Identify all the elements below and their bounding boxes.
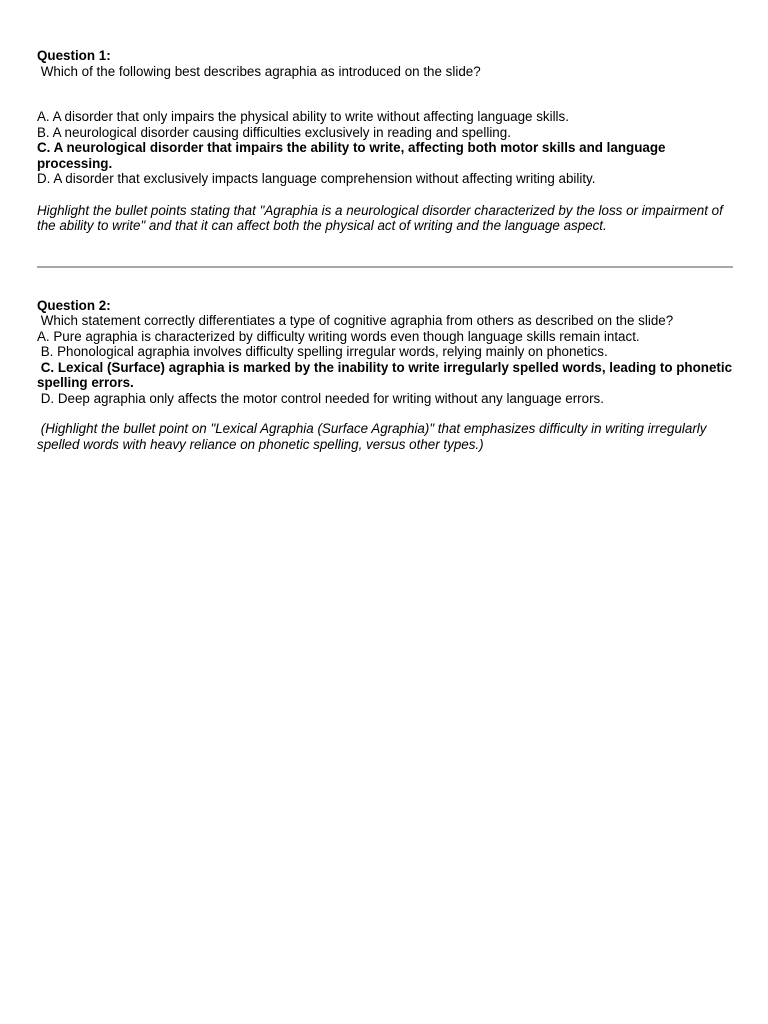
question-2-option-d: D. Deep agraphia only affects the motor control needed for writing without any language errors. [37, 390, 604, 406]
question-2-highlight-note: (Highlight the bullet point on "Lexical Agraphia (Surface Agraphia)" that emphasizes difficulty in writing irregularly spelled words with heavy reliance on phonetic spelling, versus other types.) [37, 421, 711, 452]
question-1-option-c-answer: C. A neurological disorder that impairs the ability to write, affecting both motor skills and language processing. [37, 140, 670, 171]
spacer [37, 406, 733, 421]
question-2-option-b: B. Phonological agraphia involves difficulty spelling irregular words, relying mainly on phonetics. [37, 344, 608, 359]
spacer [37, 187, 733, 203]
question-2-option-a: A. Pure agraphia is characterized by difficulty writing words even though language skills remain intact. [37, 328, 640, 344]
question-2-heading: Question 2: [37, 297, 111, 313]
question-1-option-a: A. A disorder that only impairs the physical ability to write without affecting language skills. [37, 109, 569, 124]
document-page [37, 48, 736, 452]
spacer [37, 79, 733, 109]
question-2-option-c-answer: C. Lexical (Surface) agraphia is marked by the inability to write irregularly spelled words, leading to phonetic spelling errors. [37, 359, 736, 390]
question-1-heading: Question 1: [37, 48, 111, 63]
question-1-prompt: Which of the following best describes agraphia as introduced on the slide? [37, 63, 481, 79]
question-2-prompt: Which statement correctly differentiates a type of cognitive agraphia from others as described on the slide? [37, 313, 674, 328]
question-1-option-d: D. A disorder that exclusively impacts language comprehension without affecting writing ability. [37, 171, 596, 186]
section-divider [37, 266, 733, 268]
question-1-option-b: B. A neurological disorder causing difficulties exclusively in reading and spelling. [37, 124, 511, 140]
question-1-highlight-note: Highlight the bullet points stating that "Agraphia is a neurological disorder characterized by the loss or impairment of the ability to write" and that it can affect both the physical act of writing and the language aspect. [37, 202, 727, 233]
